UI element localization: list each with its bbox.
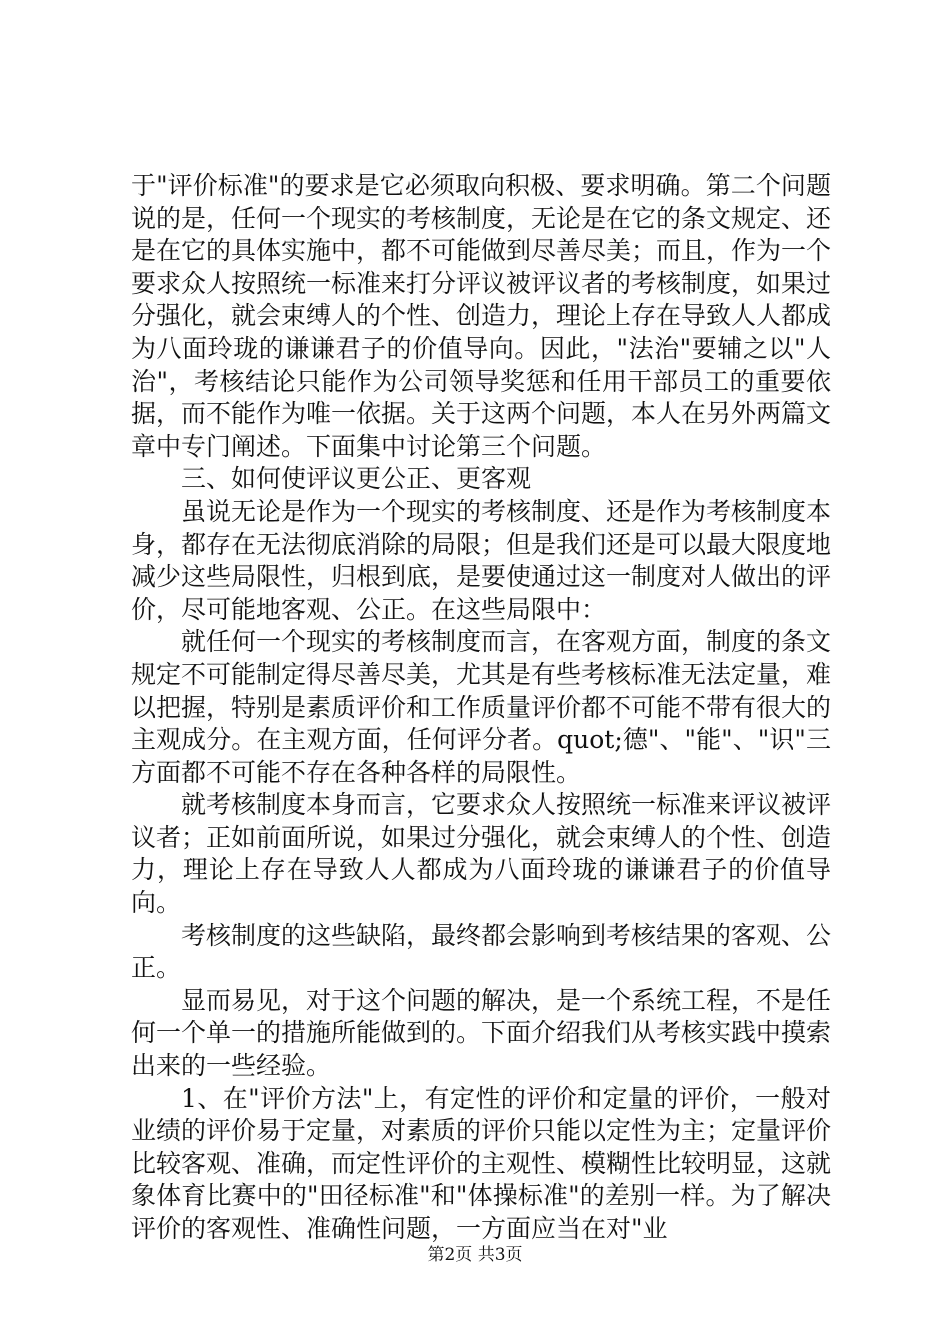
paragraph: 1、在"评价方法"上，有定性的评价和定量的评价，一般对业绩的评价易于定量，对素质的评价只能以定性为主；定量评价比较客观、准确，而定性评价的主观性、模糊性比较明显，这就象体育比赛中的"田径标准"和"体操标准"的差别一样。为了解决评价的客观性、准确性问题，一方面应当在对"业	[131, 1083, 832, 1243]
paragraph: 考核制度的这些缺陷，最终都会影响到考核结果的客观、公正。	[131, 920, 832, 983]
paragraph: 显而易见，对于这个问题的解决，是一个系统工程，不是任何一个单一的措施所能做到的。下面介绍我们从考核实践中摸索出来的一些经验。	[131, 985, 832, 1081]
paragraph: 就任何一个现实的考核制度而言，在客观方面，制度的条文规定不可能制定得尽善尽美，尤其是有些考核标准无法定量，难以把握，特别是素质评价和工作质量评价都不可能不带有很大的主观成分。在主观方面，任何评分者。quot;德"、"能"、"识"三方面都不可能不存在各种各样的局限性。	[131, 627, 832, 787]
document-body	[131, 170, 831, 1246]
section-heading: 三、如何使评议更公正、更客观	[181, 464, 532, 494]
page-number-footer: 第2页 共3页	[427, 1245, 523, 1265]
paragraph-continuation: 于"评价标准"的要求是它必须取向积极、要求明确。第二个问题说的是，任何一个现实的考核制度，无论是在它的条文规定、还是在它的具体实施中，都不可能做到尽善尽美；而且，作为一个要求众人按照统一标准来打分评议被评议者的考核制度，如果过分强化，就会束缚人的个性、创造力，理论上存在导致人人都成为八面玲珑的谦谦君子的价值导向。因此，"法治"要辅之以"人治"，考核结论只能作为公司领导奖惩和任用干部员工的重要依据，而不能作为唯一依据。关于这两个问题，本人在另外两篇文章中专门阐述。下面集中讨论第三个问题。	[131, 171, 832, 461]
paragraph: 就考核制度本身而言，它要求众人按照统一标准来评议被评议者；正如前面所说，如果过分强化，就会束缚人的个性、创造力，理论上存在导致人人都成为八面玲珑的谦谦君子的价值导向。	[131, 790, 832, 918]
paragraph: 虽说无论是作为一个现实的考核制度、还是作为考核制度本身，都存在无法彻底消除的局限；但是我们还是可以最大限度地减少这些局限性，归根到底，是要使通过这一制度对人做出的评价，尽可能地客观、公正。在这些局限中：	[131, 496, 832, 624]
